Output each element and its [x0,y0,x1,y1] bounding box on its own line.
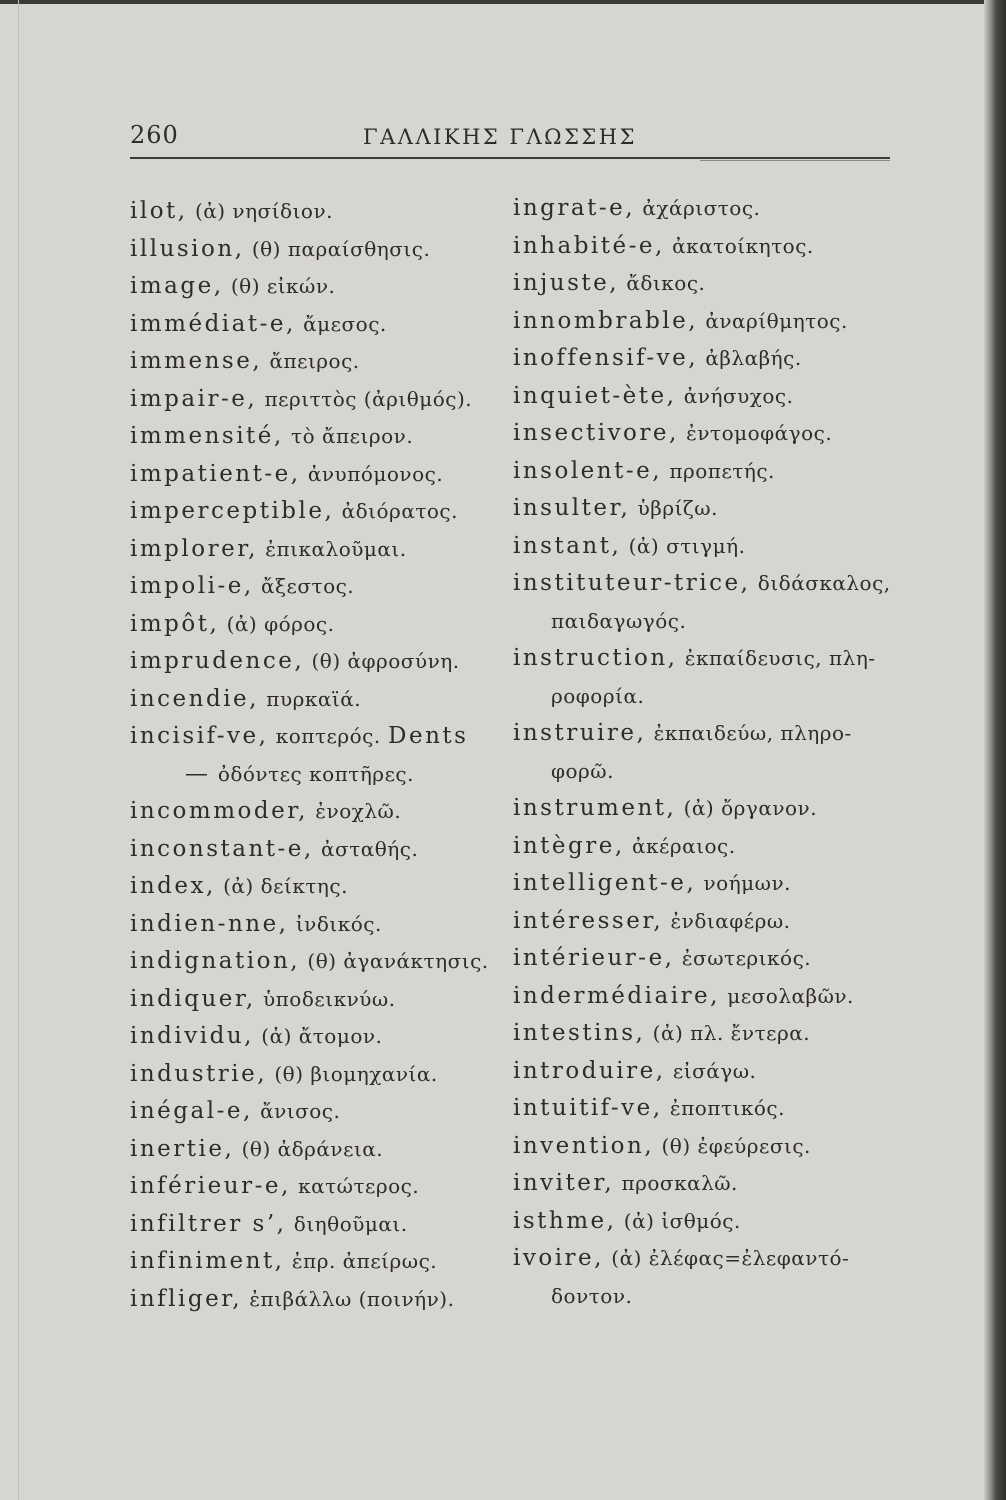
greek-definition: ἄμεσος. [303,311,387,336]
scan-right-edge [984,0,1006,1500]
greek-definition: κατώτερος. [298,1174,420,1198]
greek-definition: (ἀ) ἄτομον. [261,1024,383,1048]
headword: illusion, [130,235,245,262]
dictionary-entry [130,456,489,494]
greek-definition: κοπτερός. [275,724,381,748]
greek-definition: (ἀ) ἰσθμός. [623,1208,741,1233]
greek-definition: (θ) ἀγανάκτησις. [307,949,489,973]
dictionary-entry [513,565,891,603]
headword: innombrable, [513,307,699,334]
repeat-dash: — [185,760,211,787]
dictionary-entry [130,1243,489,1281]
dictionary-entry [513,790,891,828]
headword: incommoder, [130,798,308,824]
headword: injuste, [513,270,620,296]
headword: ilot, [130,198,188,224]
greek-definition: (θ) ἀφροσύνη. [311,649,460,673]
greek-definition: παιδαγωγός. [551,608,687,633]
dictionary-entry [130,831,489,869]
headword: image, [130,273,224,299]
dictionary-entry [130,643,489,681]
greek-definition: ἐκπαίδευσις, πλη- [684,646,876,670]
dictionary-entry [513,1240,891,1278]
dictionary-entry [130,681,489,719]
greek-definition: ἀκατοίκητος. [672,233,814,258]
greek-definition: (ἀ) νησίδιον. [194,199,333,223]
dictionary-entry [513,1165,891,1203]
greek-definition: ἐνδιαφέρω. [670,908,791,933]
greek-definition: μεσολαβῶν. [727,983,854,1008]
headword: indignation, [130,948,301,974]
headword: instituteur-trice, [513,570,751,596]
headword: instruire, [513,720,647,746]
greek-definition: ἰνδικός. [295,911,382,936]
greek-definition: (θ) βιομηχανία. [274,1061,438,1086]
headword: imprudence, [130,648,305,674]
greek-definition: ἐπικαλοῦμαι. [265,536,407,561]
headword: intestins, [513,1020,646,1046]
dictionary-entry [130,943,489,981]
headword: infiltrer s’, [130,1210,287,1237]
greek-definition: ἄπειρος. [269,349,360,373]
dictionary-entry [513,640,891,678]
greek-definition: (ἀ) στιγμή. [628,533,746,558]
headword: invention, [513,1132,655,1159]
headword-tail: Dents [388,723,469,749]
dictionary-entry [513,1090,891,1128]
dictionary-entry [513,415,891,453]
headword: incisif-ve, [130,723,269,749]
dictionary-entry [513,940,891,978]
headword: immense, [130,348,263,374]
greek-definition: ἀναρίθμητος. [705,308,848,333]
greek-definition: ἄξεστος. [260,574,355,598]
greek-definition: ἀκέραιος. [631,833,736,858]
greek-definition: ἀνυπόμονος. [307,461,444,486]
greek-definition: δοντον. [551,1283,633,1308]
greek-definition: διδάσκαλος, [757,571,891,595]
greek-definition: ἐποπτικός. [669,1096,785,1120]
dictionary-entry [513,490,891,528]
headword: intègre, [513,832,625,859]
headword: intérieur-e, [513,945,675,971]
headword: impatient-e, [130,460,301,487]
headword: isthme, [513,1207,617,1234]
dictionary-entry [130,1131,489,1169]
headword: immensité, [130,423,284,449]
entry-continuation [513,678,891,716]
headword: instrument, [513,795,677,821]
dictionary-entry [130,1168,489,1206]
greek-definition: φορῶ. [551,758,614,783]
headword: impôt, [130,610,220,637]
dictionary-entry [130,193,489,231]
headword: incendie, [130,685,259,712]
dictionary-entry [513,1053,891,1091]
dictionary-entry [513,190,891,228]
greek-definition: ἐπιβάλλω (ποινήν). [249,1286,455,1311]
dictionary-entry [130,381,489,419]
dictionary-entry [513,1203,891,1241]
dictionary-entry [130,1281,489,1319]
greek-definition: ἐκπαιδεύω, πληρο- [653,721,852,745]
headword: infliger, [130,1285,243,1312]
dictionary-entry [130,306,489,344]
greek-definition: ἀβλαβής. [705,346,802,370]
greek-definition: πυρκαϊά. [266,686,362,711]
header-rule [130,157,890,159]
headword: inertie, [130,1135,235,1162]
greek-definition: ἐπρ. ἀπείρως. [291,1249,438,1273]
scan-left-edge [18,0,19,1500]
headword: intelligent-e, [513,870,697,896]
headword: infiniment, [130,1248,285,1274]
greek-definition: τὸ ἄπειρον. [291,424,414,448]
headword: insolent-e, [513,457,663,484]
entry-continuation [513,1278,891,1316]
right-column [513,190,891,1315]
dictionary-entry [513,828,891,866]
greek-definition: προσκαλῶ. [621,1171,738,1195]
headword: industrie, [130,1060,268,1087]
greek-definition: ὀδόντες κοπτῆρες. [217,761,414,786]
dictionary-entry [130,1018,489,1056]
dictionary-entry [130,981,489,1019]
greek-definition: περιττὸς (ἀριθμός). [264,386,473,411]
dictionary-entry [130,231,489,269]
dictionary-entry [130,718,489,756]
headword: inquiet-ète, [513,382,677,409]
greek-definition: ἐντομοφάγος. [686,421,833,445]
dictionary-entry [130,493,489,531]
dictionary-entry [130,1206,489,1244]
headword: immédiat-e, [130,310,296,337]
headword: instant, [513,532,622,559]
headword: indiquer, [130,985,256,1012]
greek-definition: (ἀ) ὄργανον. [683,796,818,820]
headword: indien-nne, [130,910,289,937]
headword: inoffensif-ve, [513,345,699,371]
headword: insulter, [513,495,631,521]
headword: inviter, [513,1170,615,1196]
page-number: 260 [130,121,179,149]
headword: instruction, [513,645,678,671]
headword: impoli-e, [130,573,254,599]
greek-definition: ὑποδεικνύω. [263,986,396,1011]
dictionary-entry [513,978,891,1016]
greek-definition: (θ) ἐφεύρεσις. [661,1133,811,1158]
greek-definition: (ἀ) πλ. ἔντερα. [652,1021,811,1045]
greek-definition: (θ) παραίσθησις. [251,236,431,261]
dictionary-entry [513,303,891,341]
headword: ingrat-e, [513,195,636,221]
running-title: ΓΑΛΛΙΚΗΣ ΓΛΩΣΣΗΣ [363,125,637,149]
headword: ivoire, [513,1245,604,1271]
headword: impair-e, [130,385,258,412]
dictionary-entry [130,343,489,381]
dictionary-entry [130,531,489,569]
dictionary-entry [513,903,891,941]
greek-definition: ὑβρίζω. [637,496,718,520]
headword: index, [130,873,216,899]
greek-definition: εἰσάγω. [672,1058,757,1083]
greek-definition: (ἀ) φόρος. [226,611,335,636]
greek-definition: προπετής. [669,458,775,483]
dictionary-entry [513,340,891,378]
dictionary-entry [130,793,489,831]
greek-definition: ροφορία. [551,683,645,708]
greek-definition: (θ) εἰκών. [230,274,336,298]
headword: imperceptible, [130,498,335,524]
entry-continuation [130,756,489,794]
greek-definition: ἐνοχλῶ. [315,799,402,823]
dictionary-entry [513,528,891,566]
dictionary-entry [513,1128,891,1166]
headword: inhabité-e, [513,232,665,259]
dictionary-entry [130,868,489,906]
dictionary-entry [513,453,891,491]
headword: intéresser, [513,907,664,934]
headword: inférieur-e, [130,1173,291,1199]
greek-definition: νοήμων. [703,871,792,895]
dictionary-entry [130,906,489,944]
dictionary-entry [513,228,891,266]
greek-definition: (θ) ἀδράνεια. [241,1136,384,1161]
greek-definition: ἐσωτερικός. [681,946,812,970]
greek-definition: ἄδικος. [626,271,706,295]
headword: inégal-e, [130,1098,253,1124]
greek-definition: (ἀ) ἐλέφας=ἐλεφαντό- [611,1246,850,1270]
dictionary-entry [130,1056,489,1094]
headword: individu, [130,1023,254,1049]
dictionary-entry [130,268,489,306]
left-column [130,193,489,1318]
dictionary-entry [513,715,891,753]
header-rule-faint [700,160,890,161]
greek-definition: ἀχάριστος. [642,196,761,220]
headword: intuitif-ve, [513,1095,663,1121]
headword: indermédiaire, [513,982,720,1009]
entry-continuation [513,603,891,641]
greek-definition: (ἀ) δείκτης. [223,874,348,898]
dictionary-entry [130,1093,489,1131]
entry-continuation [513,753,891,791]
headword: inconstant-e, [130,835,314,862]
dictionary-entry [130,568,489,606]
greek-definition: διηθοῦμαι. [293,1211,408,1236]
greek-definition: ἄνισος. [260,1099,341,1123]
headword: insectivore, [513,420,679,446]
headword: implorer, [130,535,258,562]
dictionary-entry [513,378,891,416]
scan-top-edge [0,0,1006,4]
dictionary-entry [513,265,891,303]
dictionary-entry [130,606,489,644]
greek-definition: ἀσταθής. [321,836,419,861]
dictionary-entry [513,1015,891,1053]
greek-definition: ἀδιόρατος. [341,499,458,523]
dictionary-entry [130,418,489,456]
greek-definition: ἀνήσυχος. [683,383,794,408]
dictionary-entry [513,865,891,903]
headword: introduire, [513,1057,666,1084]
